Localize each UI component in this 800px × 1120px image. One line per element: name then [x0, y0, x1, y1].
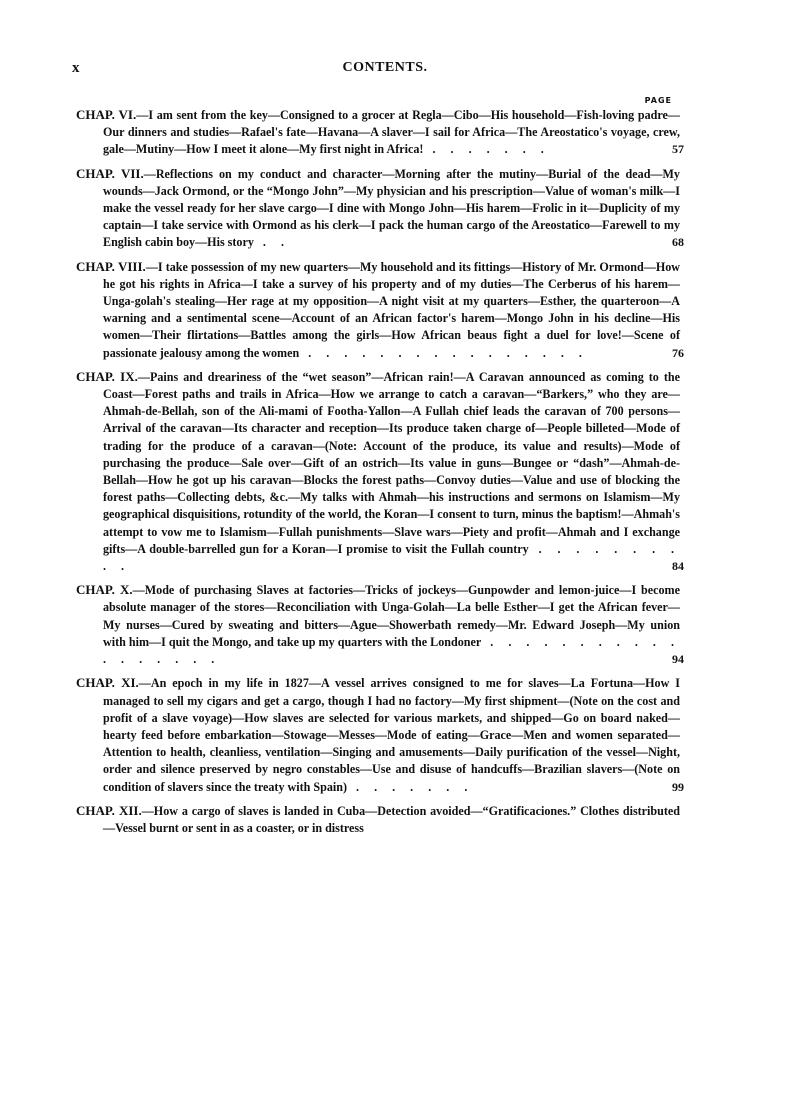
chapter-summary: —I am sent from the key—Consigned to a grocer at Regla—Cibo—His household—Fish-loving padre—Our dinners and studies—Rafael's fate—Havana—A slaver—I sail for Africa—The Areostatico's voyage, crew, gale—Mutiny—How I meet it alone—My first night in Africa! [103, 108, 680, 157]
dot-leader: . . . . . . . . . . [103, 541, 681, 574]
chapter-label: CHAP. XII. [76, 802, 142, 818]
chapter-label: CHAP. VI. [76, 107, 137, 122]
dot-leader: . . . . . . . [423, 142, 550, 157]
chapter-label: CHAP. IX. [76, 368, 138, 384]
dot-leader: . . . . . . . . . . . . . . . . . . [103, 634, 680, 667]
chapter-entry [76, 258, 684, 362]
chapter-page-number: 76 [672, 345, 684, 360]
page-number-roman: x [72, 60, 80, 76]
chapter-page-number: 84 [672, 559, 684, 574]
chapter-entry [76, 106, 684, 159]
chapter-summary: —An epoch in my life in 1827—A vessel arrives consigned to me for slaves—La Fortuna—How I managed to sell my cigars and get a cargo, though I had no factory—My first shipment—(Note on the cost and profit of a slave voyage)—How slaves are selected for various markets, and shipped—Go on board naked—hearty feed before embarkation—Stowage—Messes—Mode of eating—Grace—Men and women separated—Attention to health, cleanliess, ventilation—Singing and amusements—Daily purification of the vessel—Night, order and silence preserved by negro constables—Use and disuse of handcuffs—Brazilian slavers—(Note on condition of slavers since the treaty with Spain) [103, 676, 680, 794]
chapter-summary: —How a cargo of slaves is landed in Cuba—Detection avoided—“Gratificaciones.” Clothes distributed—Vessel burnt or sent in as a coaster, or in distress [103, 803, 680, 835]
page-column-label: PAGE [644, 96, 672, 105]
chapter-label: CHAP. VIII. [76, 258, 146, 274]
chapter-summary: —Mode of purchasing Slaves at factories—Tricks of jockeys—Gunpowder and lemon-juice—I become absolute manager of the stores—Reconciliation with Unga-Golah—La belle Esther—I get the African fever—My nurses—Cured by sweating and bitters—Ague—Showerbath remedy—Mr. Edward Joseph—My union with him—I quit the Mongo, and take up my quarters with the Londoner [103, 583, 680, 649]
chapter-label: CHAP. XI. [76, 675, 139, 691]
chapter-page-number: 68 [672, 235, 684, 250]
chapter-label: CHAP. X. [76, 582, 133, 598]
chapter-entry [76, 674, 684, 795]
chapter-summary: —Pains and dreariness of the “wet season”—African rain!—A Caravan announced as coming to the Coast—Forest paths and trails in Africa—How we arrange to catch a caravan—“Barkers,” who they are—Ahmah-de-Bellah, son of the Ali-mami of Footha-Yallon—A Fullah chief leads the caravan of 700 persons—Arrival of the caravan—Its character and reception—Its produce taken charge of—People billeted—Mode of trading for the produce of a caravan—(Note: Account of the produce, its value and results)—Mode of purchasing the produce—Sale over—Gift of an ostrich—Its value in guns—Bungee or “dash”—Ahmah-de-Bellah—How he got up his caravan—Blocks the forest paths—Convoy duties—Value and use of blocking the forest paths—Collecting debts, &c.—My talks with Ahmah—his instructions and sermons on Islamism—My geographical disquisitions, rotundity of the world, the Koran—I consent to turn, minus the baptism!—Ahmah's attempt to vow me to Islamism—Fullah punishments—Slave wars—Piety and profit—Ahmah and I exchange gifts—A double-barrelled gun for a Koran—I promise to visit the Fullah country [103, 369, 680, 556]
chapter-page-number: 57 [672, 142, 684, 157]
page-title: CONTENTS. [342, 60, 428, 75]
chapter-label: CHAP. VII. [76, 165, 144, 181]
chapter-entry [76, 802, 680, 837]
dot-leader: . . . . . . . . . . . . . . . . [299, 345, 588, 360]
chapter-page-number: 94 [672, 652, 684, 667]
chapter-summary: —I take possession of my new quarters—My household and its fittings—History of Mr. Ormond—How he got his rights in Africa—I take a survey of his property and of my duties—The Cerberus of his harem—Unga-golah's stealing—Her rage at my opposition—A night visit at my quarters—Esther, the quarteroon—A warning and a sentimental scene—Account of an African factor's harem—Mongo John in his decline—His women—Their flirtations—Battles among the girls—How African beaus fight a duel for love!—Scene of passionate jealousy among the women [103, 259, 681, 360]
chapter-entry [76, 581, 684, 668]
contents-list [76, 106, 684, 843]
chapter-page-number: 99 [672, 779, 684, 794]
chapter-entry [76, 368, 684, 575]
dot-leader: . . [253, 235, 290, 250]
dot-leader: . . . . . . . [347, 779, 474, 794]
chapter-entry [76, 165, 684, 252]
chapter-summary: —Reflections on my conduct and character—Morning after the mutiny—Burial of the dead—My wounds—Jack Ormond, or the “Mongo John”—My physician and his prescription—Value of woman's milk—I make the vessel ready for her slave cargo—I dine with Mongo John—His harem—Frolic in it—Duplicity of my captain—I take service with Ormond as his clerk—I pack the human cargo of the Areostatico—Farewell to my English cabin boy—His story [103, 166, 680, 250]
